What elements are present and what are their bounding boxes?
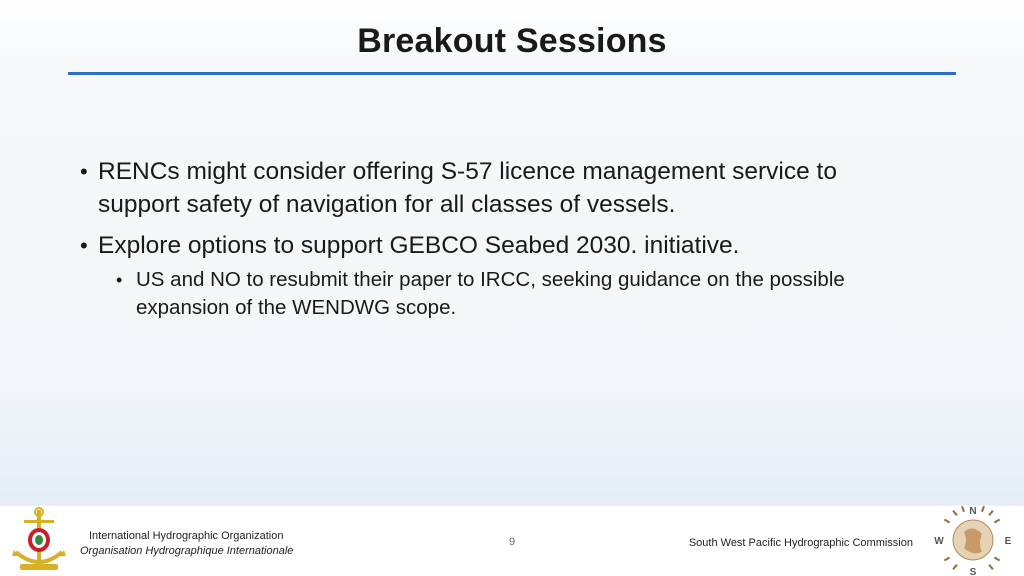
compass-w: W: [934, 536, 944, 547]
page-number: 9: [508, 536, 516, 548]
swphc-compass-logo-icon: [934, 504, 1012, 576]
compass-e: E: [1004, 536, 1012, 547]
compass-s: S: [969, 567, 977, 576]
slide-title: Breakout Sessions: [357, 22, 667, 60]
sub-bullet-item: • US and NO to resubmit their paper to IRCC, seeking guidance on the possible expansion of the WENDWG scope.: [116, 266, 900, 322]
bullet-item: • Explore options to support GEBCO Seabed 2030. initiative.: [80, 229, 900, 262]
title-underline: [68, 72, 956, 75]
slide-body: [80, 155, 900, 322]
org-name-english: International Hydrographic Organization: [89, 530, 284, 542]
commission-name: South West Pacific Hydrographic Commission: [688, 537, 913, 549]
org-name-french: Organisation Hydrographique Internationale: [80, 545, 294, 557]
bullet-item: • RENCs might consider offering S-57 licence management service to support safety of navigation for all classes of vessels.: [80, 155, 900, 221]
compass-n: N: [969, 506, 977, 517]
